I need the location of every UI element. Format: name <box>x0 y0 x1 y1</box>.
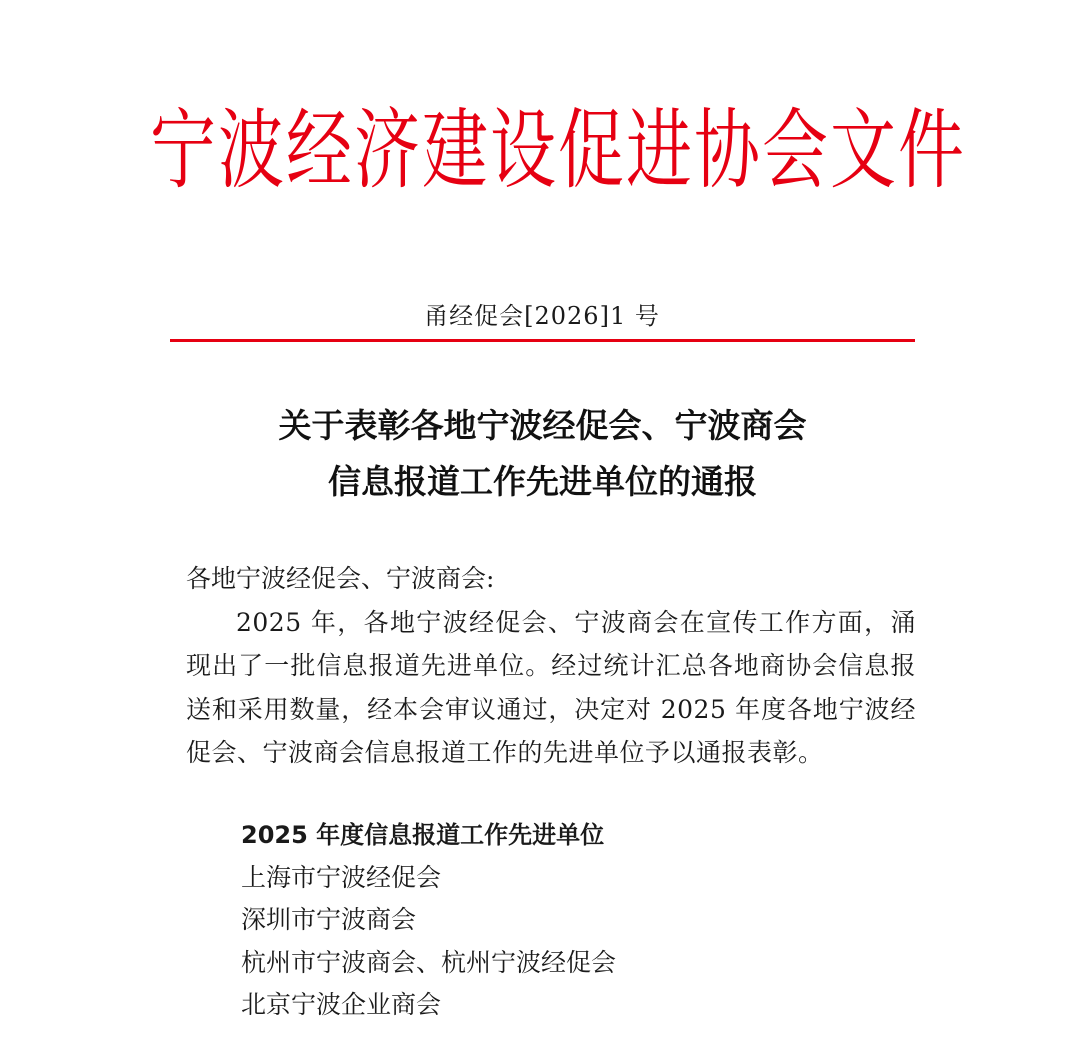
award-unit: 北京宁波企业商会 <box>241 990 442 1019</box>
award-unit: 深圳市宁波商会 <box>241 905 417 934</box>
header-divider-line <box>170 339 915 342</box>
notice-title-line-2: 信息报道工作先进单位的通报 <box>328 462 757 501</box>
organization-header-title: 宁波经济建设促进协会文件 <box>150 99 966 202</box>
notice-title-line-1: 关于表彰各地宁波经促会、宁波商会 <box>278 406 807 445</box>
award-unit: 杭州市宁波商会、杭州宁波经促会 <box>241 947 617 977</box>
body-paragraph: 2025 年，各地宁波经促会、宁波商会在宣传工作方面，涌现出了一批信息报道先进单位。经过统计汇总各地商协会信息报送和采用数量，经本会审议通过，决定对 2025 年度各地宁波经促会、宁波商会信息报道工作的先进单位予以通报表彰。 <box>186 607 916 768</box>
notice-title <box>170 398 915 510</box>
award-unit: 上海市宁波经促会 <box>241 862 442 892</box>
notice-body <box>186 557 916 775</box>
document-number: 甬经促会[2026]1 号 <box>424 302 660 330</box>
award-list-heading: 2025 年度信息报道工作先进单位 <box>241 821 605 849</box>
award-list <box>241 814 921 1027</box>
salutation: 各地宁波经促会、宁波商会: <box>186 564 495 593</box>
